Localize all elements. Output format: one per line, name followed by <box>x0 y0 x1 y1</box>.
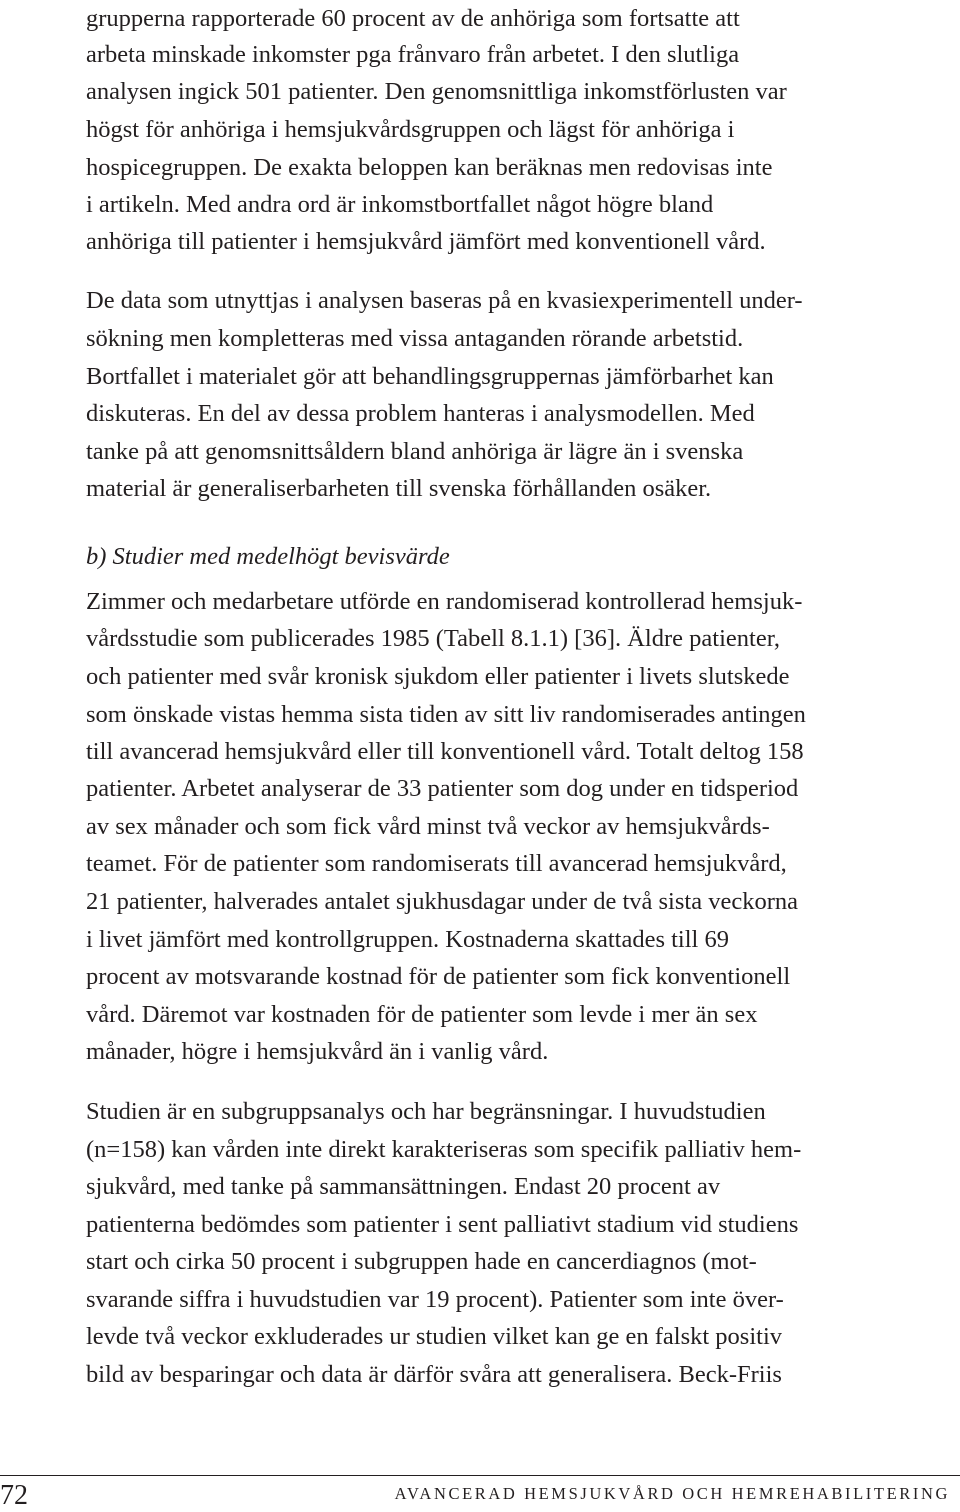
paragraph-3-line: teamet. För de patienter som randomiserats till avancerad hemsjukvård, <box>86 850 787 877</box>
paragraph-3-line: Zimmer och medarbetare utförde en randomiserad kontrollerad hemsjuk- <box>86 588 803 615</box>
paragraph-1-line: högst för anhöriga i hemsjukvårdsgruppen och lägst för anhöriga i <box>86 116 735 143</box>
paragraph-1-line: grupperna rapporterade 60 procent av de anhöriga som fortsatte att <box>86 5 740 32</box>
paragraph-3-line: procent av motsvarande kostnad för de patienter som fick konventionell <box>86 963 791 990</box>
paragraph-3-line: patienter. Arbetet analyserar de 33 patienter som dog under en tidsperiod <box>86 775 799 802</box>
running-title: AVANCERAD HEMSJUKVÅRD OCH HEMREHABILITERING <box>394 1484 950 1503</box>
paragraph-4-line: bild av besparingar och data är därför svåra att generalisera. Beck-Friis <box>86 1361 782 1388</box>
paragraph-4-line: (n=158) kan vården inte direkt karakteriseras som specifik palliativ hem- <box>86 1136 802 1163</box>
paragraph-1-line: analysen ingick 501 patienter. Den genomsnittliga inkomstförlusten var <box>86 78 787 105</box>
paragraph-3-line: månader, högre i hemsjukvård än i vanlig vård. <box>86 1038 549 1065</box>
paragraph-2-line: diskuteras. En del av dessa problem hanteras i analysmodellen. Med <box>86 400 755 427</box>
paragraph-4-line: Studien är en subgruppsanalys och har begränsningar. I huvudstudien <box>86 1098 766 1125</box>
paragraph-3-line: vård. Däremot var kostnaden för de patienter som levde i mer än sex <box>86 1001 758 1028</box>
paragraph-4-line: sjukvård, med tanke på sammansättningen. Endast 20 procent av <box>86 1173 721 1200</box>
section-heading: b) Studier med medelhögt bevisvärde <box>86 543 450 570</box>
paragraph-3-line: och patienter med svår kronisk sjukdom eller patienter i livets slutskede <box>86 663 790 690</box>
footer-rule <box>0 1475 960 1476</box>
paragraph-4-line: patienterna bedömdes som patienter i sent palliativt stadium vid studiens <box>86 1211 799 1238</box>
paragraph-2-line: tanke på att genomsnittsåldern bland anhöriga är lägre än i svenska <box>86 438 744 465</box>
paragraph-3-line: till avancerad hemsjukvård eller till konventionell vård. Totalt deltog 158 <box>86 738 804 765</box>
paragraph-3-line: i livet jämfört med kontrollgruppen. Kostnaderna skattades till 69 <box>86 926 729 953</box>
paragraph-3-line: av sex månader och som fick vård minst två veckor av hemsjukvårds- <box>86 813 770 840</box>
paragraph-3-line: vårdsstudie som publicerades 1985 (Tabell 8.1.1) [36]. Äldre patienter, <box>86 625 780 652</box>
paragraph-2-line: Bortfallet i materialet gör att behandlingsgruppernas jämförbarhet kan <box>86 363 774 390</box>
paragraph-1-line: anhöriga till patienter i hemsjukvård jämfört med konventionell vård. <box>86 228 766 255</box>
paragraph-3-line: som önskade vistas hemma sista tiden av sitt liv randomiserades antingen <box>86 701 806 728</box>
paragraph-1-line: hospicegruppen. De exakta beloppen kan beräknas men redovisas inte <box>86 154 773 181</box>
paragraph-4-line: levde två veckor exkluderades ur studien vilket kan ge en falskt positiv <box>86 1323 783 1350</box>
paragraph-2-line: De data som utnyttjas i analysen baseras på en kvasiexperimentell under- <box>86 287 803 314</box>
paragraph-4-line: start och cirka 50 procent i subgruppen hade en cancerdiagnos (mot- <box>86 1248 757 1275</box>
paragraph-4-line: svarande siffra i huvudstudien var 19 procent). Patienter som inte över- <box>86 1286 784 1313</box>
paragraph-1-line: i artikeln. Med andra ord är inkomstbortfallet något högre bland <box>86 191 714 218</box>
page-number: 72 <box>0 1480 28 1511</box>
paragraph-2-line: material är generaliserbarheten till svenska förhållanden osäker. <box>86 475 712 502</box>
paragraph-2-line: sökning men kompletteras med vissa antaganden rörande arbetstid. <box>86 325 744 352</box>
paragraph-1-line: arbeta minskade inkomster pga frånvaro från arbetet. I den slutliga <box>86 41 740 68</box>
paragraph-3-line: 21 patienter, halverades antalet sjukhusdagar under de två sista veckorna <box>86 888 798 915</box>
